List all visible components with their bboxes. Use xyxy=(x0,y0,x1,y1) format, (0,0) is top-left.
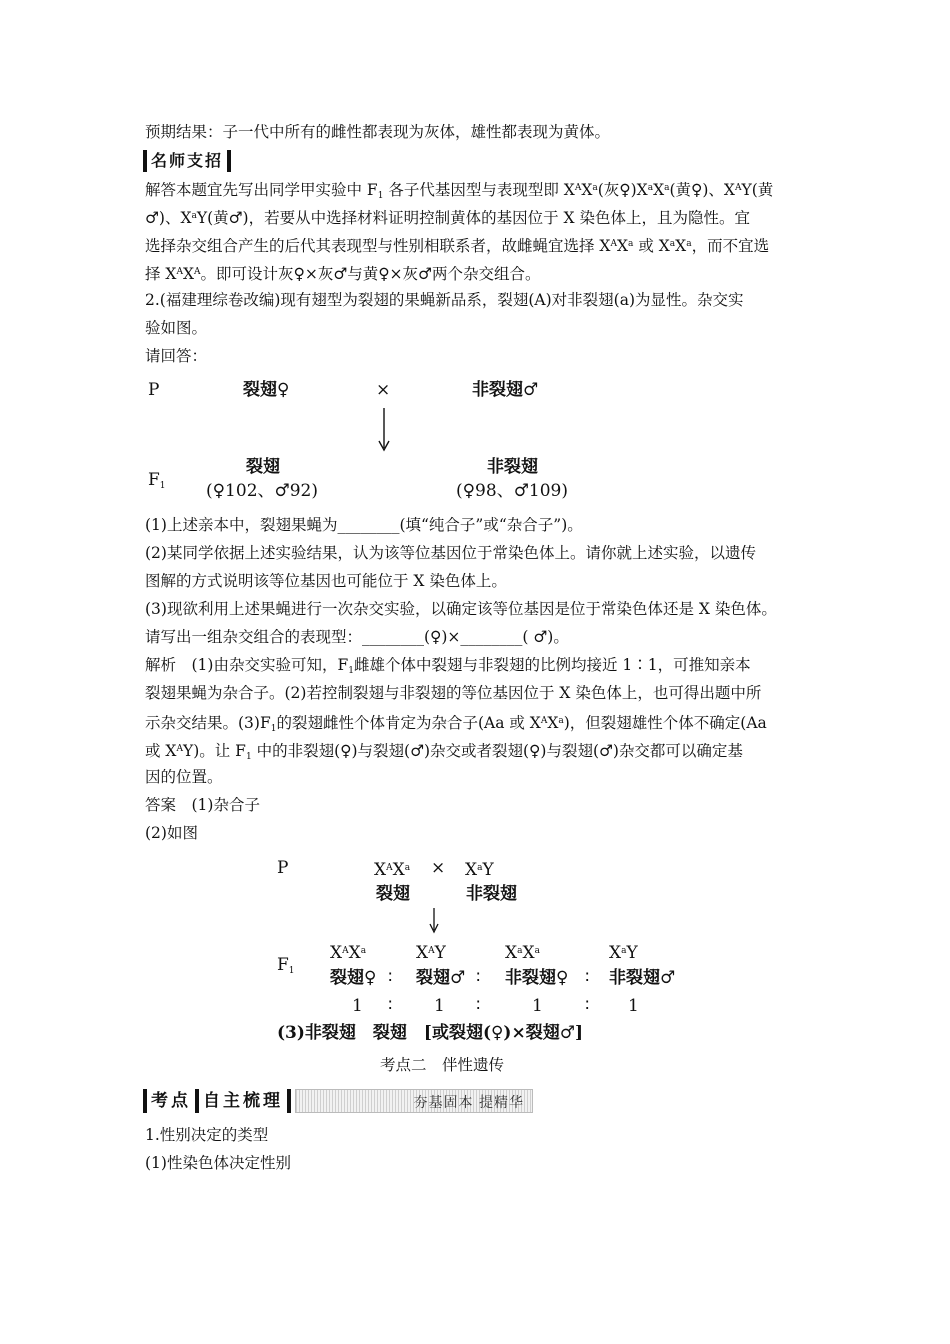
analysis-line-3: 示杂交结果。$(3)F_1$的裂翅雌性个体肯定为杂合子(Aa 或 $X^AX^a$)，但裂翅雄性个体不确定(Aa xyxy=(145,714,767,734)
fig2-child-2-genotype: $X^AY$ xyxy=(416,943,446,963)
analysis-line-1: 解析 (1)由杂交实验可知，$F_1$雌雄个体中裂翅与非裂翅的比例均接近 1∶1，可推知亲本 xyxy=(145,656,751,676)
fig2-child-3-phenotype: 非裂翅♀ xyxy=(505,968,569,988)
fig2-cross-sign: × xyxy=(431,858,446,878)
section-title: 考点二 伴性遗传 xyxy=(380,1056,505,1074)
section-head-bar xyxy=(295,1089,533,1113)
question-2-line-2: 验如图。 xyxy=(145,319,208,337)
answer-line-1: 答案 (1)杂合子 xyxy=(145,796,260,814)
question-part-2a: (2)某同学依据上述实验结果，认为该等位基因位于常染色体上。请你就上述实验，以遗传 xyxy=(145,544,756,562)
analysis-line-4: 或 $X^AY$)。让 $F_1$ 中的非裂翅(♀)与裂翅(♂)杂交或者裂翅(♀)与裂翅(♂)杂交都可以确定基 xyxy=(145,742,743,762)
fig2-ratio-4: 1 xyxy=(628,996,639,1016)
fig2-child-3-genotype: $X^aX^a$ xyxy=(505,943,540,963)
fig2-parent-female-genotype: $X^AX^a$ xyxy=(374,860,411,880)
fig2-p-label: P xyxy=(277,858,289,878)
bottom-line-2: (1)性染色体决定性别 xyxy=(145,1154,291,1172)
fig2-child-4-phenotype: 非裂翅♂ xyxy=(609,968,676,988)
fig2-parent-male-label: 非裂翅 xyxy=(466,884,517,904)
question-2-line-3: 请回答： xyxy=(145,347,208,365)
fig2-child-1-phenotype: 裂翅♀ xyxy=(330,968,377,988)
fig1-parent-female: 裂翅♀ xyxy=(243,380,290,400)
answer-part-3: (3)非裂翅 裂翅 [或裂翅(♀)×裂翅♂] xyxy=(277,1023,583,1043)
fig2-colon-3: ∶ xyxy=(585,968,590,988)
fig2-ratio-colon-3: ∶ xyxy=(585,996,590,1016)
fig2-child-2-phenotype: 裂翅♂ xyxy=(416,968,466,988)
fig1-child-1: 裂翅 xyxy=(246,457,280,477)
fig2-ratio-3: 1 xyxy=(532,996,543,1016)
fig1-p-label: P xyxy=(148,380,160,400)
section-head-box-1: 考点 xyxy=(143,1089,199,1113)
tip-line-1: 解答本题宜先写出同学甲实验中 $F_1$ 各子代基因型与表现型即 $X^AX^a$(灰$♀)X^aX^a$(黄♀)、$X^AY$(黄 xyxy=(145,181,774,201)
fig2-colon-1: ∶ xyxy=(388,968,393,988)
fig2-parent-female-label: 裂翅 xyxy=(376,884,410,904)
fig1-child-2: 非裂翅 xyxy=(487,457,538,477)
tip-line-3: 选择杂交组合产生的后代其表现型与性别相联系者，故雌蝇宜选择 $X^AX^a$ 或 $X^aX^a$，而不宜选 xyxy=(145,237,770,255)
question-part-3a: (3)现欲利用上述果蝇进行一次杂交实验，以确定该等位基因是位于常染色体还是 X 染色体。 xyxy=(145,600,777,618)
question-part-2b: 图解的方式说明该等位基因也可能位于 X 染色体上。 xyxy=(145,572,507,590)
fig2-arrow-icon xyxy=(427,908,441,934)
fig2-ratio-colon-2: ∶ xyxy=(476,996,481,1016)
fig1-arrow-icon xyxy=(376,408,392,452)
fig1-f1-label: $F_1$ xyxy=(148,470,166,491)
fig1-parent-male: 非裂翅♂ xyxy=(472,380,539,400)
section-head-bar-text: 夯基固本 提精华 xyxy=(413,1095,524,1111)
fig2-child-1-genotype: $X^AX^a$ xyxy=(330,943,367,963)
fig2-f1-label: $F_1$ xyxy=(277,955,295,976)
tip-tag: 名师支招 xyxy=(143,150,231,172)
fig1-child-2-count: (♀98、♂109) xyxy=(456,481,569,501)
analysis-line-5: 因的位置。 xyxy=(145,768,223,786)
fig2-colon-2: ∶ xyxy=(476,968,481,988)
bottom-line-1: 1.性别决定的类型 xyxy=(145,1126,269,1144)
tip-line-2: ♂)、$X^aY$(黄♂)，若要从中选择材料证明控制黄体的基因位于 X 染色体上，且为隐性。宜 xyxy=(145,209,750,227)
answer-line-2: (2)如图 xyxy=(145,824,198,842)
tip-line-4: 择 $X^AX^A$。即可设计灰♀×灰♂与黄♀×灰♂两个杂交组合。 xyxy=(145,265,541,283)
fig1-child-1-count: (♀102、♂92) xyxy=(206,481,319,501)
question-part-1: (1)上述亲本中，裂翅果蝇为________(填“纯合子”或“杂合子”)。 xyxy=(145,516,583,534)
question-2-line-1: 2.(福建理综卷改编)现有翅型为裂翅的果蝇新品系，裂翅(A)对非裂翅(a)为显性。杂交实 xyxy=(145,291,744,309)
expected-result-line: 预期结果：子一代中所有的雌性都表现为灰体，雄性都表现为黄体。 xyxy=(145,123,611,141)
fig2-child-4-genotype: $X^aY$ xyxy=(609,943,638,963)
question-part-3b: 请写出一组杂交组合的表现型：________(♀)×________( ♂)。 xyxy=(145,628,569,646)
section-head-box-2: 自主梳理 xyxy=(199,1089,291,1113)
fig1-cross-sign: × xyxy=(376,380,391,400)
fig2-ratio-1: 1 xyxy=(352,996,363,1016)
section-head xyxy=(143,1088,533,1114)
fig2-parent-male-genotype: $X^aY$ xyxy=(465,860,494,880)
fig2-ratio-2: 1 xyxy=(434,996,445,1016)
analysis-line-2: 裂翅果蝇为杂合子。(2)若控制裂翅与非裂翅的等位基因位于 X 染色体上，也可得出题中所 xyxy=(145,684,762,702)
fig2-ratio-colon-1: ∶ xyxy=(388,996,393,1016)
